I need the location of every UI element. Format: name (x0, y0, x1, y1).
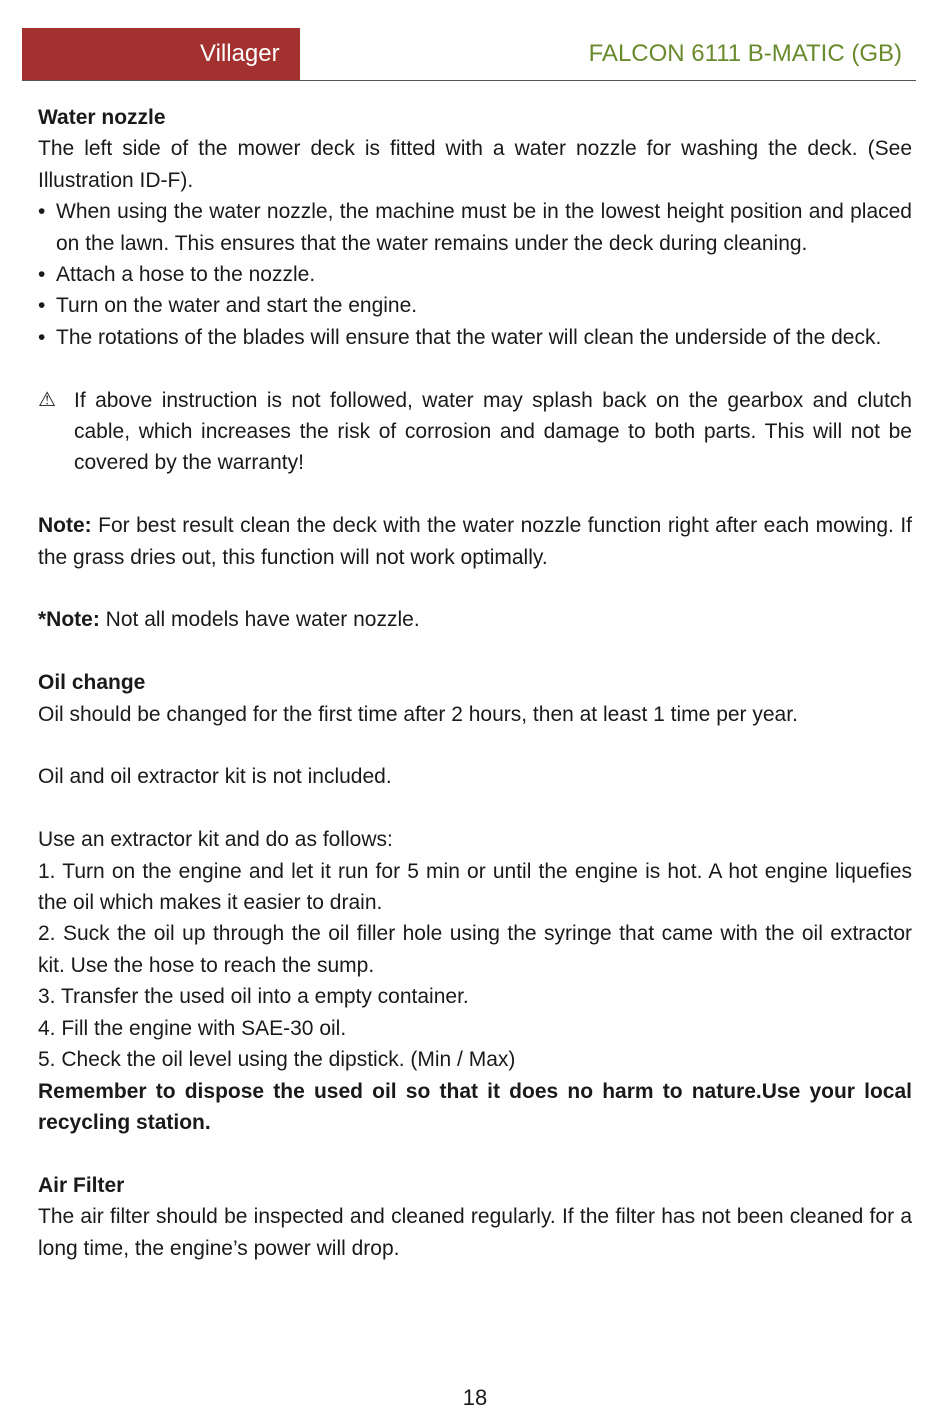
note-models-paragraph (38, 604, 912, 635)
oil-step: 2. Suck the oil up through the oil filler hole using the syringe that came with the oil extractor kit. Use the hose to reach the sump. (38, 922, 912, 977)
note-paragraph (38, 510, 912, 573)
air-filter-text: The air filter should be inspected and cleaned regularly. If the filter has not been cleaned for a long time, the engine’s power will drop. (38, 1205, 912, 1260)
page-number: 18 (462, 1385, 488, 1410)
oil-step: 3. Transfer the used oil into a empty container. (38, 985, 469, 1009)
section-heading-water-nozzle: Water nozzle (38, 106, 166, 129)
list-item (38, 259, 912, 290)
list-item (38, 196, 912, 259)
bullet-text: When using the water nozzle, the machine must be in the lowest height position and placed on the lawn. This ensures that the water remains under the deck during cleaning. (56, 200, 912, 255)
oil-kit-note: Oil and oil extractor kit is not included. (38, 765, 392, 789)
note-text: For best result clean the deck with the water nozzle function right after each mowing. If the grass dries out, this function will not work optimally. (38, 514, 912, 569)
warning-block (38, 385, 912, 479)
note2-text: Not all models have water nozzle. (99, 608, 420, 632)
warning-triangle-icon: ⚠ (38, 388, 56, 411)
oil-step: 1. Turn on the engine and let it run for 5 min or until the engine is hot. A hot engine liquefies the oil which makes it easier to drain. (38, 859, 912, 915)
header-brand-bar (22, 28, 300, 80)
note-label: Note: (38, 514, 92, 538)
bullet-icon: • (38, 263, 46, 287)
header-divider (22, 80, 916, 81)
bullet-text: Turn on the water and start the engine. (56, 294, 418, 318)
recycling-reminder: Remember to dispose the used oil so that it does no harm to nature.Use your local recycling station. (38, 1079, 912, 1134)
warning-text: If above instruction is not followed, water may splash back on the gearbox and clutch cable, which increases the risk of corrosion and damage to both parts. This will not be covered by the warranty! (74, 388, 912, 475)
section-heading-oil-change: Oil change (38, 671, 146, 695)
bullet-text: Attach a hose to the nozzle. (56, 263, 316, 287)
water-nozzle-intro: The left side of the mower deck is fitted with a water nozzle for washing the deck. (See Illustration ID-F). (38, 137, 912, 192)
page-content (38, 102, 912, 1264)
oil-step: 4. Fill the engine with SAE-30 oil. (38, 1016, 347, 1040)
bullet-icon: • (38, 200, 46, 224)
list-item (38, 322, 912, 353)
bullet-icon: • (38, 294, 46, 318)
note2-label: *Note: (38, 608, 100, 632)
oil-change-interval: Oil should be changed for the first time after 2 hours, then at least 1 time per year. (38, 702, 798, 726)
model-title: FALCON 6111 B-MATIC (GB) (588, 40, 902, 67)
bullet-text: The rotations of the blades will ensure that the water will clean the underside of the deck. (56, 325, 882, 349)
list-item (38, 290, 912, 321)
oil-step: 5. Check the oil level using the dipstick. (Min / Max) (38, 1048, 516, 1072)
section-heading-air-filter: Air Filter (38, 1173, 125, 1197)
oil-steps-intro: Use an extractor kit and do as follows: (38, 828, 393, 852)
bullet-icon: • (38, 325, 46, 349)
brand-name: Villager (200, 40, 280, 67)
